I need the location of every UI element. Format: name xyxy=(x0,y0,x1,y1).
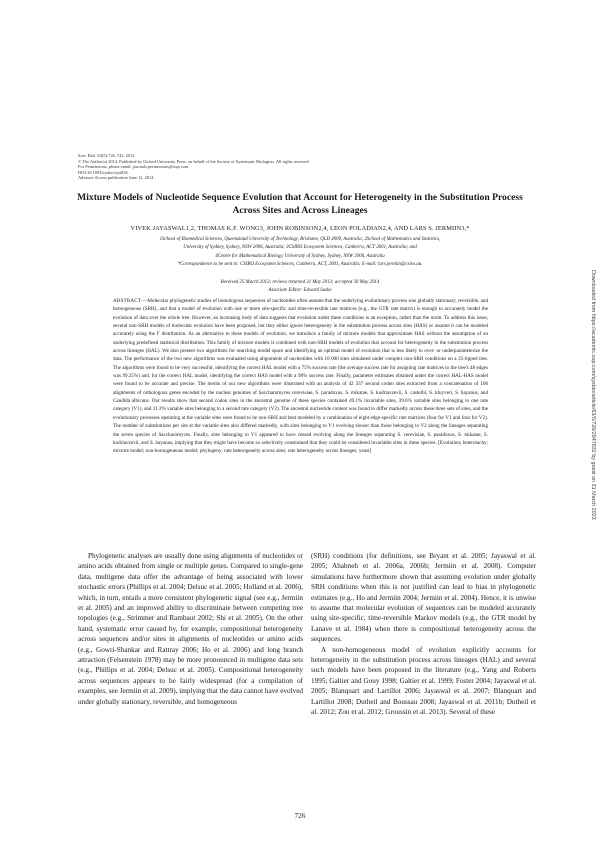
meta-line: Advance Access publication June 12, 2014 xyxy=(78,175,154,181)
affiliations xyxy=(78,236,522,269)
affiliation-line: 4Centre for Mathematical Biology, University of Sydney, Sydney, NSW 2006, Australia xyxy=(215,253,385,259)
journal-metadata xyxy=(78,153,408,181)
received-dates: Received 25 March 2013; reviews returned 31 May 2013; accepted 30 May 2014 xyxy=(220,280,380,285)
abstract-heading: ABSTRACT. xyxy=(113,298,143,304)
meta-line: © The Author(s) 2014. Published by Oxford University Press, on behalf of the Society of Systematic Biologists. All rights reserved. xyxy=(78,158,310,164)
body-column-left xyxy=(78,551,303,707)
affiliation-line: 1School of Biomedical Sciences, Queensland University of Technology, Brisbane, QLD 4000, Australia; 2School of Mathematics and Statistics, xyxy=(159,237,441,242)
paper-title: Mixture Models of Nucleotide Sequence Evolution that Account for Heterogeneity in the Substitution Process Across Sites and Across Lineages xyxy=(77,192,523,216)
associate-editor: Associate Editor: Edward Susko xyxy=(268,287,332,293)
meta-line: Syst. Biol. 63(5):726–742, 2014 xyxy=(78,153,135,158)
affiliation-line: *Correspondence to be sent to: CSIRO Ecosystem Sciences, Canberra, ACT, 2601, Australia; E-mail: lars.jermiin@csiro.au. xyxy=(177,261,423,267)
abstract xyxy=(113,297,488,456)
meta-line: DOI:10.1093/sysbio/syu036 xyxy=(78,169,128,175)
body-paragraph: (SRH) conditions (for definitions, see Bryant et al. 2005; Jayaswal et al. 2005; Ababneh et al. 2006a, 2006b; Jermiin et al. 2008). Computer simulations have furthermore shown that assuming evolution under globally SRH conditions when this is not justified can lead to bias in phylogenetic estimates (e.g., Ho and Jermiin 2004; Jermiin et al. 2004). Hence, it is unwise to assume that molecular evolution of sequences can be modeled accurately using site-specific, time-reversible Markov models (e.g., the GTR model by Lanave et al. 1984) when there is compositional heterogeneity across the sequences. xyxy=(311,552,536,644)
download-watermark: Downloaded from https://academic.oup.com/sysbio/article/63/5/726/2847832 by guest on 31 March 2023 xyxy=(590,270,596,520)
meta-line: For Permissions, please email: journals.permissions@oup.com xyxy=(78,164,189,170)
body-paragraph: Phylogenetic analyses are usually done using alignments of nucleotides or amino acids obtained from single or multiple genes. Compared to single-gene data, multigene data offer the advantage of being associated with lower stochastic errors (Phillips et al. 2004; Delsuc et al. 2005; Holland et al. 2006), which, in turn, entails a more consistent phylogenetic signal (see e.g., Jermiin et al. 2005) and an improved ability to discriminate between competing tree topologies (e.g., Strimmer and Rambaut 2002; Shi et al. 2005). On the other hand, systematic error caused by, for example, compositional heterogeneity across sequences and/or sites in alignments of nucleotides or amino acids (e.g., Gowri-Shankar and Rattray 2006; Ho et al. 2006) and long branch attraction (Felsenstein 1978) may be more pronounced in multigene data sets (e.g., Phillips et al. 2004; Delsuc et al. 2005). Compositional heterogeneity across sequences appears to be fairly widespread (for a compilation of examples, see Jermiin et al. 2009), implying that the data cannot have evolved under globally stationary, reversible, and homogeneous xyxy=(78,552,303,706)
page-number: 726 xyxy=(294,812,306,820)
affiliation-line: University of Sydney, Sydney, NSW 2006, Australia; 3CSIRO Ecosystem Sciences, Canberra, ACT 2601, Australia; and xyxy=(183,245,417,251)
body-column-right xyxy=(311,551,536,718)
author-list: VIVEK JAYASWAL1,2, THOMAS K.F. WONG3, JOHN ROBINSON2,4, LEON POLADIAN2,4, AND LARS S. JERMIIN3,* xyxy=(130,225,470,232)
abstract-body: —Molecular phylogenetic studies of homologous sequences of nucleotides often assume that the underlying evolutionary process was globally stationary, reversible, and homogeneous (SRH), and that a model of evolution with one or more site-specific and time-reversible rate matrices (e.g., the GTR rate matrix) is enough to accurately model the evolution of data over the whole tree. However, an increasing body of data suggests that evolution under these conditions is an exception, rather than the norm. To address this issue, several non-SRH models of molecular evolution have been proposed, but they either ignore heterogeneity in the substitution process across sites (HAS) or assume it can be modeled accurately using the Γ distribution. As an alternative to these models of evolution, we introduce a family of mixture models that approximate HAS without the assumption of an underlying predefined statistical distribution. This family of mixture models is combined with non-SRH models of evolution that account for heterogeneity in the substitution process across lineages (HAL). We also present two algorithms for searching model space and identifying an optimal model of evolution that is less likely to over- or underparameterize the data. The performance of the two new algorithms was evaluated using alignments of nucleotides with 10 000 sites simulated under complex non-SRH conditions on a 25-tipped tree. The algorithms were found to be very successful, identifying the correct HAL model with a 75% success rate (the average success rate for assigning rate matrices to the tree's 48 edges was 99.25%) and, for the correct HAL model, identifying the correct HAS model with a 98% success rate. Finally, parameter estimates obtained under the correct HAL-HAS model were found to be accurate and precise. The merits of our new algorithms were illustrated with an analysis of 42 337 second codon sites extracted from a concatenation of 106 alignments of orthologous genes encoded by the nuclear genomes of Saccharomyces cerevisiae, S. paradoxus, S. mikatae, S. kudriavzevii, S. castellii, S. kluyveri, S. bayanus, and Candida albicans. Our results show that second codon sites in the ancestral genome of these species contained 49.1% invariable sites, 39.6% variable sites belonging to one rate category (V1), and 11.3% variable sites belonging to a second rate category (V2). The ancestral nucleotide content was found to differ markedly across these three sets of sites, and the evolutionary processes operating at the variable sites were found to be non-SRH and best modeled by a combination of eight edge-specific rate matrices (four for V1 and four for V2). The number of substitutions per site at the variable sites also differed markedly, with sites belonging to V1 evolving slower than those belonging to V2 along the lineages separating the seven species of Saccharomyces. Finally, sites belonging to V1 appeared to have ceased evolving along the lineages separating S. cerevisiae, S. paradoxus, S. mikatae, S. kudriavzevii, and S. bayanus, implying that they might have become so selectively constrained that they could be considered invariable sites in these species. [Evolution; heterotachy; mixture model; non-homogeneous model; phylogeny; rate heterogeneity across sites; rate heterogeneity across lineages; yeast] xyxy=(113,298,488,455)
dates-block xyxy=(78,279,522,294)
body-paragraph: A non-homogeneous model of evolution explicitly accounts for heterogeneity in the substitution process across lineages (HAL) and several such models have been proposed in the literature (e.g., Yang and Roberts 1995; Galtier and Gouy 1998; Galtier et al. 1999; Foster 2004; Jayaswal et al. 2005; Blanquart and Lartillot 2006; Jayaswal et al. 2007; Blanquart and Lartillot 2008; Dutheil and Boussau 2008; Jayaswal et al. 2011b; Dutheil et al. 2012; Zou et al. 2012; Groussin et al. 2013). Several of these xyxy=(311,645,536,717)
